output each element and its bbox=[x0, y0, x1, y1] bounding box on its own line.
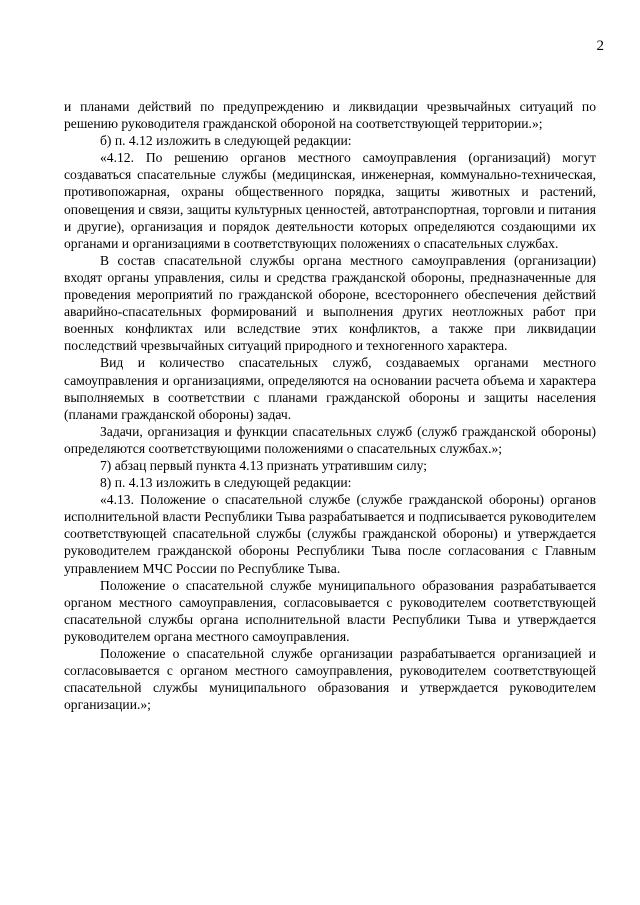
paragraph-item-6: б) п. 4.12 изложить в следующей редакции: bbox=[100, 133, 352, 149]
paragraph-tasks: Задачи, организация и функции спасательных служб (служб гражданской обороны) определяются соответствующими положениями о спасательных службах.»; bbox=[64, 423, 596, 456]
paragraph-municipal: Положение о спасательной службе муниципального образования разрабатывается органом местного самоуправления, согласовывается с руководителем соответствующей спасательной службы органа исполнительной власти Республики Тыва и утверждается руководителем органа местного самоуправления. bbox=[64, 577, 596, 644]
paragraph-4-13: «4.13. Положение о спасательной службе (службе гражданской обороны) органов исполнительной власти Республики Тыва разрабатывается и подписывается руководителем соответствующей спасательной службы (службы гражданской обороны) и утверждается руководителем гражданской обороны Республики Тыва после согласования с Главным управлением МЧС России по Республике Тыва. bbox=[64, 492, 596, 576]
page-number: 2 bbox=[596, 38, 604, 54]
paragraph-item-7: 7) абзац первый пункта 4.13 признать утратившим силу; bbox=[100, 457, 428, 473]
paragraph-types: Вид и количество спасательных служб, создаваемых органами местного самоуправления и организациями, определяются на основании расчета объема и характера выполняемых в соответствии с планами гражданской обороны и защиты населения (планами гражданской обороны) задач. bbox=[64, 355, 596, 422]
paragraph-organization: Положение о спасательной службе организации разрабатывается организацией и согласовывается с органом местного самоуправления, руководителем соответствующей спасательной службы муниципального образования и утверждается руководителем организации.»; bbox=[64, 646, 596, 713]
paragraph-4-12: «4.12. По решению органов местного самоуправления (организаций) могут создаваться спасательные службы (медицинская, инженерная, коммунально-техническая, противопожарная, охраны общественного порядка, защиты животных и растений, оповещения и связи, защиты культурных ценностей, автотранспортная, торговли и питания и другие), организация и порядок деятельности которых определяются создающими их органами и организациями в соответствующих положениях о спасательных службах. bbox=[64, 150, 596, 251]
paragraph-composition: В состав спасательной службы органа местного самоуправления (организации) входят органы управления, силы и средства гражданской обороны, предназначенные для проведения мероприятий по гражданской обороне, всестороннего обеспечения действий аварийно-спасательных формирований и выполнения других неотложных работ при военных конфликтах или вследствие этих конфликтов, а также при ликвидации последствий чрезвычайных ситуаций природного и техногенного характера. bbox=[64, 252, 596, 354]
paragraph-continuation: и планами действий по предупреждению и ликвидации чрезвычайных ситуаций по решению руководителя гражданской обороной на соответствующей территории.»; bbox=[64, 99, 596, 132]
paragraph-item-8: 8) п. 4.13 изложить в следующей редакции: bbox=[100, 475, 352, 491]
document-body bbox=[64, 98, 596, 713]
